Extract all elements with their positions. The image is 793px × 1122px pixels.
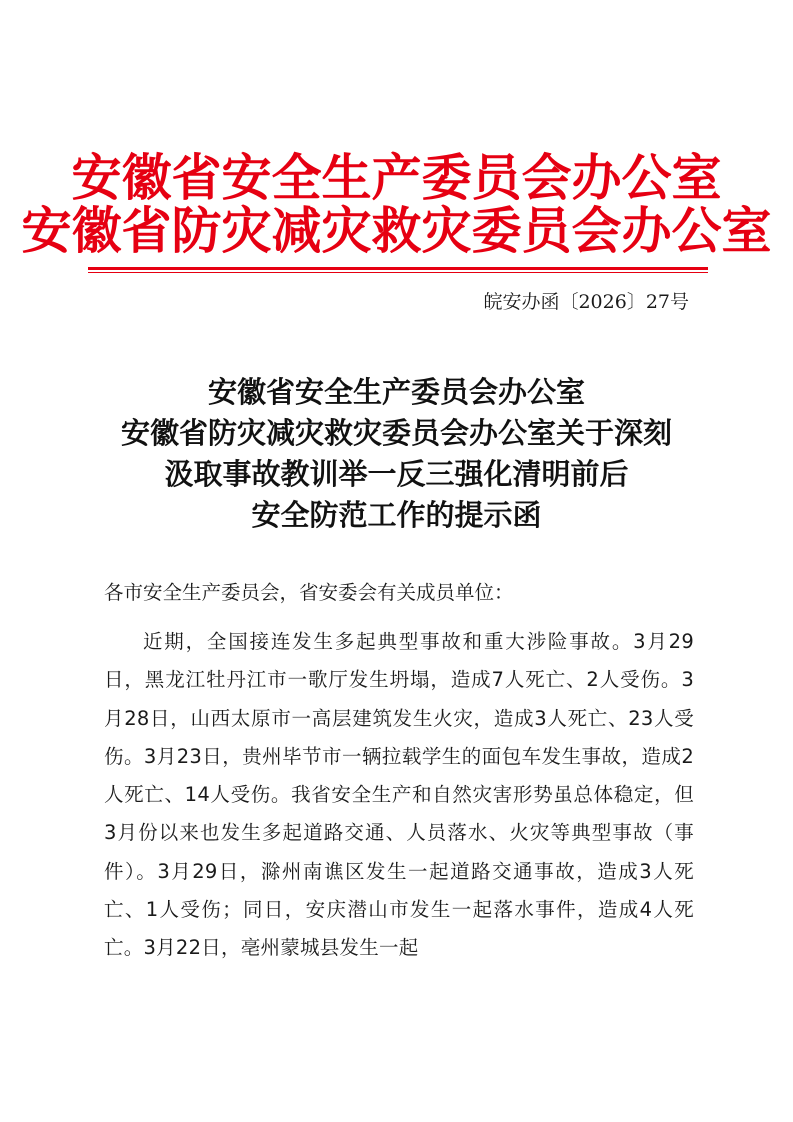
title-line-3: 汲取事故教训举一反三强化清明前后 <box>164 457 629 491</box>
issuing-org-header-line-2: 安徽省防灾减灾救灾委员会办公室 <box>21 201 772 260</box>
document-title <box>0 372 793 536</box>
document-number: 皖安办函〔2026〕27号 <box>483 291 689 313</box>
title-line-1: 安徽省安全生产委员会办公室 <box>207 375 585 409</box>
body-paragraph: 近期，全国接连发生多起典型事故和重大涉险事故。3月29日，黑龙江牡丹江市一歌厅发生坍塌，造成7人死亡、2人受伤。3月28日，山西太原市一高层建筑发生火灾，造成3人死亡、23人受伤。3月23日，贵州毕节市一辆拉载学生的面包车发生事故，造成2人死亡、14人受伤。我省安全生产和自然灾害形势虽总体稳定，但3月份以来也发生多起道路交通、人员落水、火灾等典型事故（事件）。3月29日，滁州南谯区发生一起道路交通事故，造成3人死亡、1人受伤；同日，安庆潜山市发生一起落水事件，造成4人死亡。3月22日，亳州蒙城县发生一起 <box>104 630 694 960</box>
title-line-4: 安全防范工作的提示函 <box>251 498 542 532</box>
red-separator-thick <box>88 267 708 270</box>
red-separator-thin <box>88 272 708 273</box>
salutation: 各市安全生产委员会，省安委会有关成员单位： <box>104 581 514 604</box>
title-line-2: 安徽省防灾减灾救灾委员会办公室关于深刻 <box>120 416 672 450</box>
issuing-org-header-line-1: 安徽省安全生产委员会办公室 <box>71 148 722 207</box>
